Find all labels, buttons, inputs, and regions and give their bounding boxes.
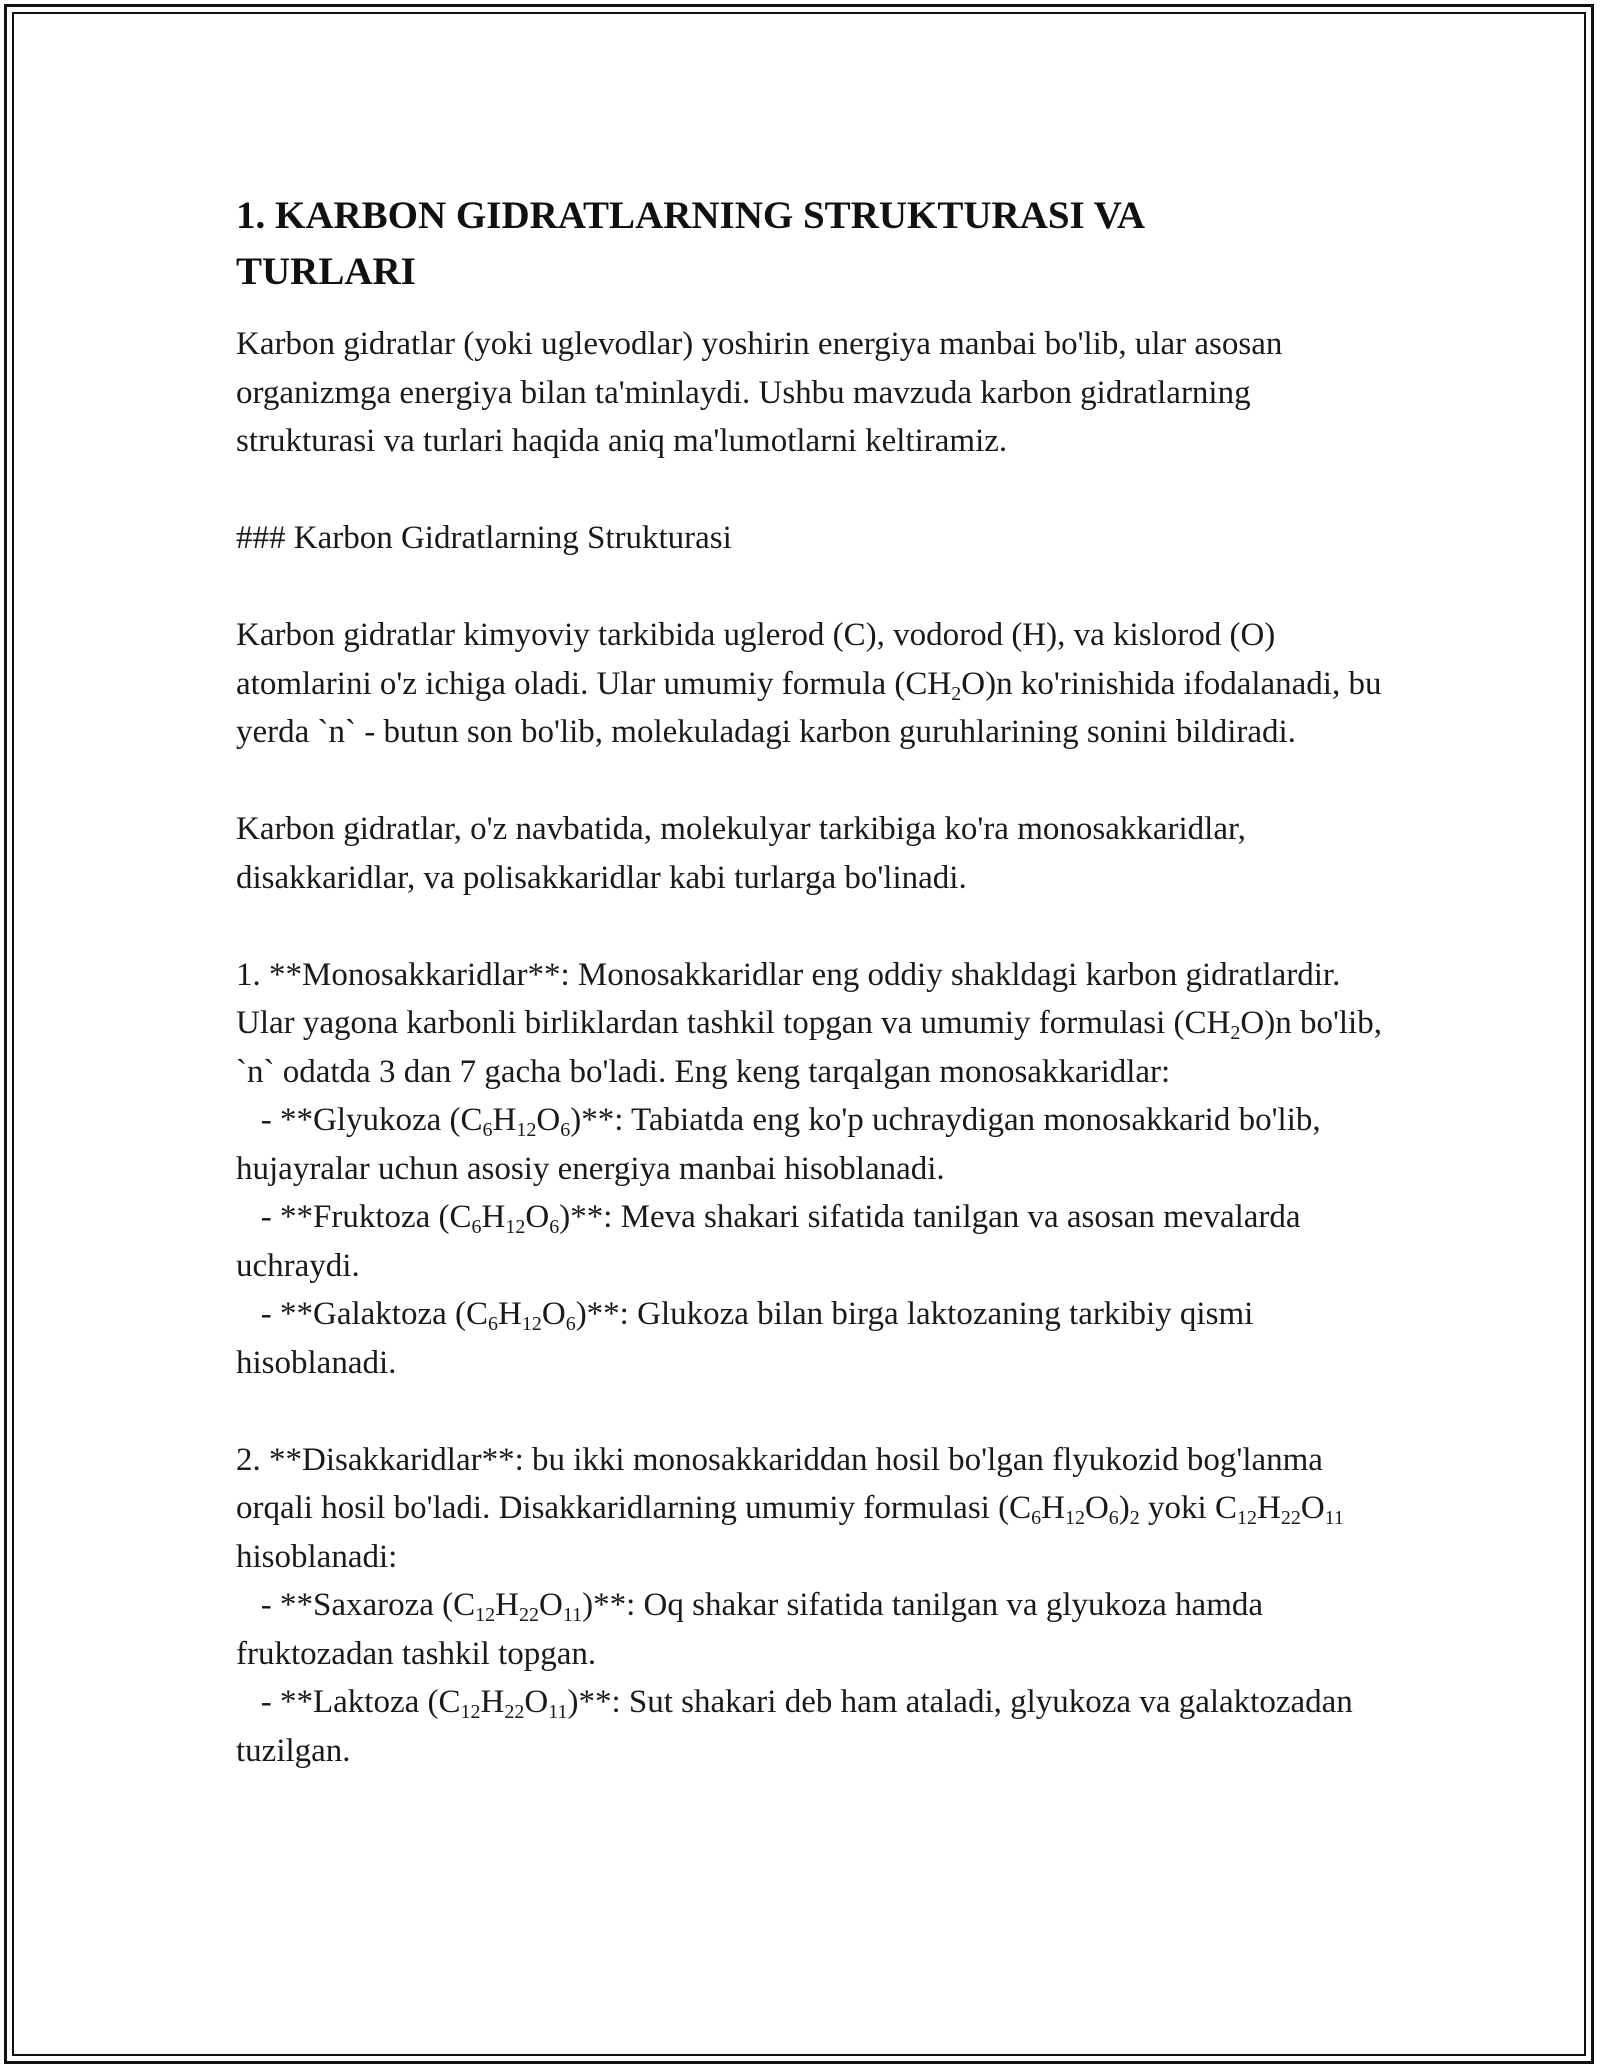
document-title <box>236 188 1386 300</box>
spacer <box>236 563 1386 612</box>
list-item-laktoza: - **Laktoza $(C_{12}H_{22}O_{11})**$: Sut shakari deb ham ataladi, glyukoza va galaktozadan tuzilgan. <box>236 1684 1362 1769</box>
spacer <box>236 757 1386 806</box>
list-item-fruktoza: - **Fruktoza $(C_6H_{12}O_6)**$: Meva shakari sifatida tanilgan va asosan mevalarda uchraydi. <box>236 1199 1309 1284</box>
list-item-glyukoza: - **Glyukoza $(C_6H_{12}O_6)**$: Tabiatda eng ko'p uchraydigan monosakkarid bo'lib, hujayralar uchun asosiy energiya manbai hisoblanadi. <box>236 1102 1329 1187</box>
intro-paragraph: Karbon gidratlar (yoki uglevodlar) yoshirin energiya manbai bo'lib, ular asosan organizmga energiya bilan ta'minlaydi. Ushbu mavzuda karbon gidratlarning strukturasi va turlari haqida aniq ma'lumotlarni keltiramiz. <box>236 326 1291 459</box>
title-line-2: TURLARI <box>236 250 416 293</box>
title-line-1: 1. KARBON GIDRATLARNING STRUKTURASI VA <box>236 194 1146 237</box>
spacer <box>236 1387 1386 1436</box>
list-item-saxaroza: - **Saxaroza $(C_{12}H_{22}O_{11})**$: Oq shakar sifatida tanilgan va glyukoza hamda fruktozadan tashkil topgan. <box>236 1587 1272 1672</box>
spacer <box>236 902 1386 951</box>
spacer <box>236 466 1386 515</box>
structure-paragraph: Karbon gidratlar kimyoviy tarkibida uglerod (C), vodorod (H), va kislorod (O) atomlarini o'z ichiga oladi. Ular umumiy formula $(CH_2O)n$ ko'rinishida ifodalanadi, bu yerda `n` - butun son bo'lib, molekuladagi karbon guruhlarining sonini bildiradi. <box>236 617 1390 750</box>
document-body <box>236 188 1391 1775</box>
section-subheading: ### Karbon Gidratlarning Strukturasi <box>236 520 732 556</box>
disaccharides-intro: 2. **Disakkaridlar**: bu ikki monosakkariddan hosil bo'lgan flyukozid bog'lanma orqali hosil bo'ladi. Disakkaridlarning umumiy formulasi $(C_6H_{12}O_6)_2$ yoki $C_{12}H_{22}O_{11}$ hisoblanadi: <box>236 1441 1353 1575</box>
monosaccharides-intro: 1. **Monosakkaridlar**: Monosakkaridlar eng oddiy shakldagi karbon gidratlardir. Ular yagona karbonli birliklardan tashkil topgan va umumiy formulasi $(CH_2O)n$ bo'lib, `n` odatda 3 dan 7 gacha bo'ladi. Eng keng tarqalgan monosakkaridlar: <box>236 956 1391 1090</box>
list-item-galaktoza: - **Galaktoza $(C_6H_{12}O_6)**$: Glukoza bilan birga laktozaning tarkibiy qismi hisoblanadi. <box>236 1296 1262 1381</box>
types-paragraph: Karbon gidratlar, o'z navbatida, molekulyar tarkibiga ko'ra monosakkaridlar, disakkaridlar, va polisakkaridlar kabi turlarga bo'linadi. <box>236 811 1255 896</box>
